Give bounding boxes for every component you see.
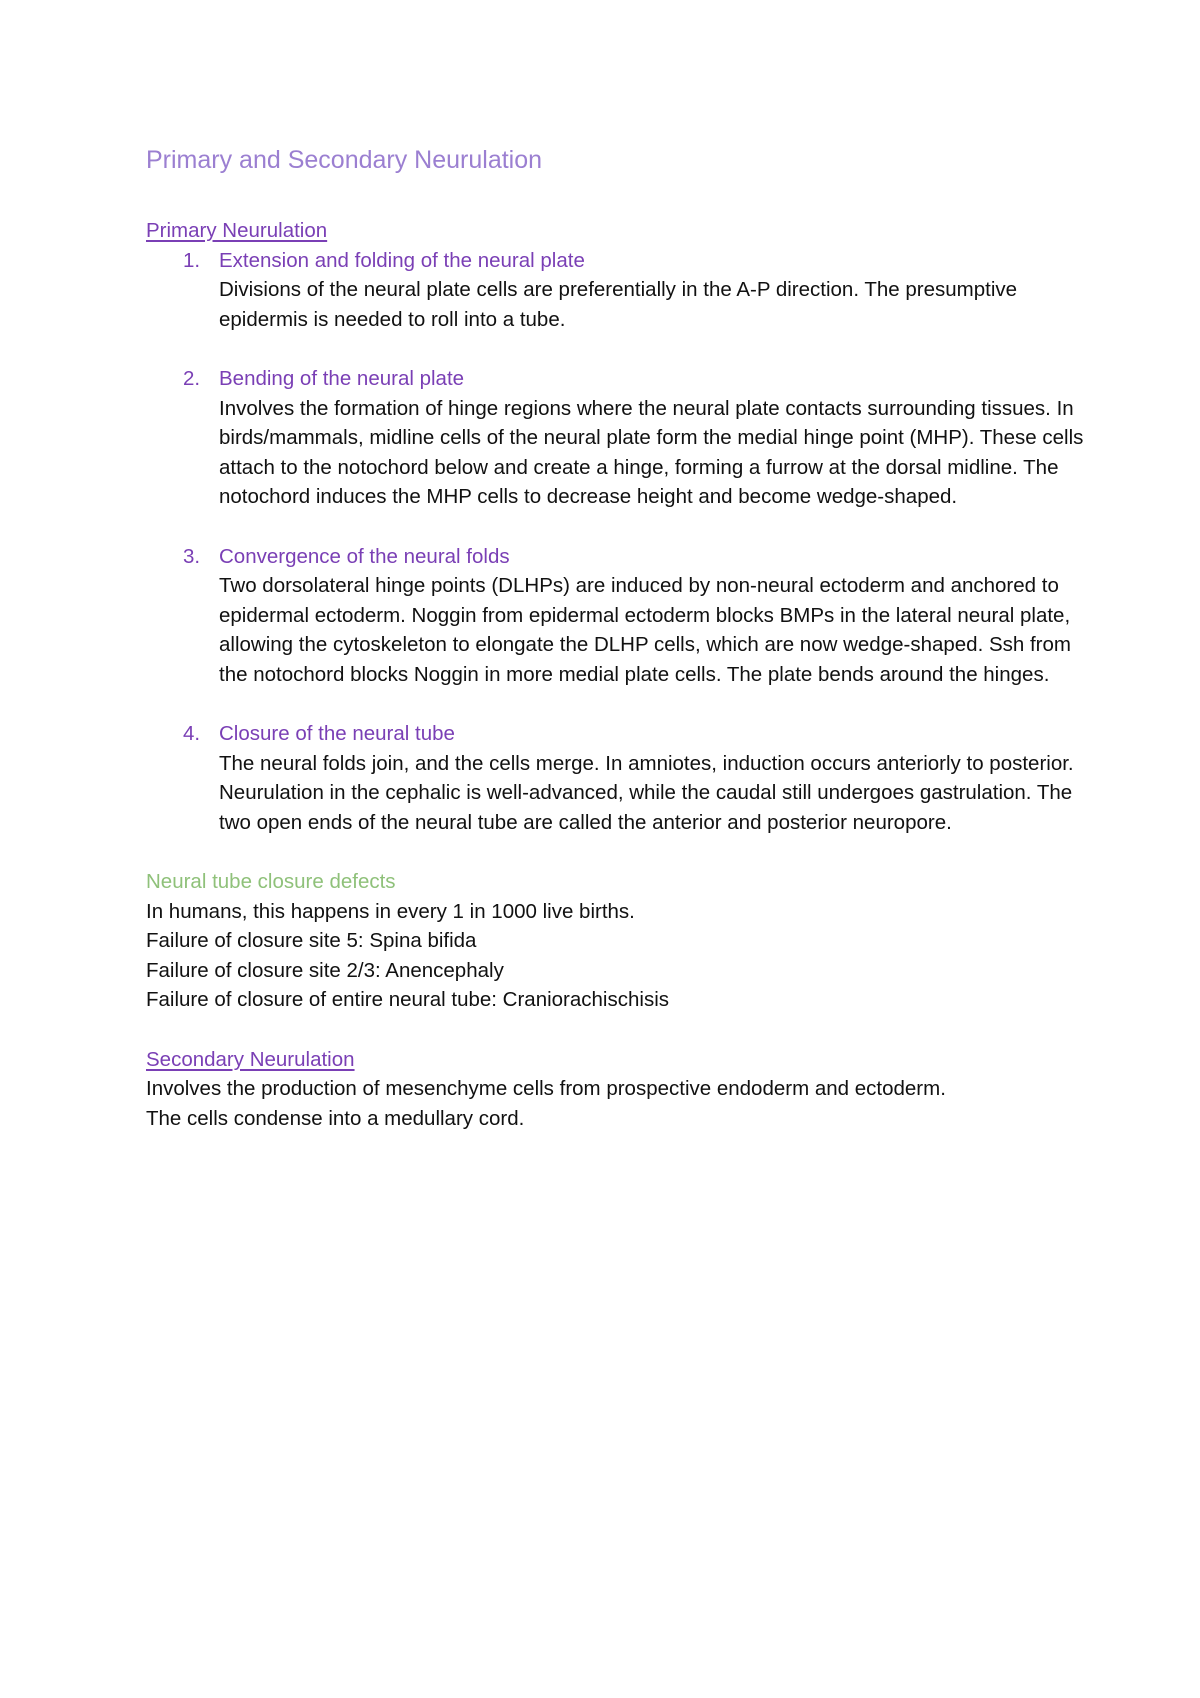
paragraph-spacer <box>146 1015 1086 1045</box>
step-description: Involves the formation of hinge regions where the neural plate contacts surrounding tissues. In birds/mammals, midline cells of the neural plate form the medial hinge point (MHP). These cells attach to the notochord below and create a hinge, forming a furrow at the dorsal midline. The notochord induces the MHP cells to decrease height and become wedge-shaped. <box>219 396 1084 509</box>
defects-line: Failure of closure site 5: Spina bifida <box>146 929 477 953</box>
primary-steps-list <box>146 246 1086 838</box>
step-number: 3. <box>183 544 201 568</box>
secondary-line: The cells condense into a medullary cord. <box>146 1106 525 1130</box>
document-body <box>146 216 1086 1133</box>
step-item <box>146 542 1086 690</box>
step-number: 1. <box>183 248 201 272</box>
step-item <box>146 364 1086 512</box>
step-number: 2. <box>183 366 201 390</box>
step-title: Extension and folding of the neural plate <box>219 248 585 272</box>
defects-line: Failure of closure site 2/3: Anencephaly <box>146 958 504 982</box>
step-item <box>146 719 1086 837</box>
step-title: Bending of the neural plate <box>219 366 465 390</box>
step-title: Convergence of the neural folds <box>219 544 510 568</box>
defects-line: Failure of closure of entire neural tube: Craniorachischisis <box>146 988 670 1012</box>
step-description: Two dorsolateral hinge points (DLHPs) are induced by non-neural ectoderm and anchored to epidermal ectoderm. Noggin from epidermal ectoderm blocks BMPs in the lateral neural plate, allowing the cytoskeleton to elongate the DLHP cells, which are now wedge-shaped. Ssh from the notochord blocks Noggin in more medial plate cells. The plate bends around the hinges. <box>219 574 1071 686</box>
step-description: Divisions of the neural plate cells are preferentially in the A-P direction. The presumptive epidermis is needed to roll into a tube. <box>219 278 1018 331</box>
document-title: Primary and Secondary Neurulation <box>146 146 543 174</box>
neural-tube-defects-heading: Neural tube closure defects <box>146 870 396 894</box>
step-description: The neural folds join, and the cells merge. In amniotes, induction occurs anteriorly to posterior. Neurulation in the cephalic is well-advanced, while the caudal still undergoes gastrulation. The two open ends of the neural tube are called the anterior and posterior neuropore. <box>219 751 1074 834</box>
step-number: 4. <box>183 722 201 746</box>
primary-neurulation-heading: Primary Neurulation <box>146 219 328 242</box>
step-title: Closure of the neural tube <box>219 722 455 746</box>
secondary-neurulation-heading: Secondary Neurulation <box>146 1047 355 1071</box>
secondary-line: Involves the production of mesenchyme cells from prospective endoderm and ectoderm. <box>146 1077 946 1101</box>
defects-line: In humans, this happens in every 1 in 1000 live births. <box>146 899 635 923</box>
step-item <box>146 246 1086 335</box>
